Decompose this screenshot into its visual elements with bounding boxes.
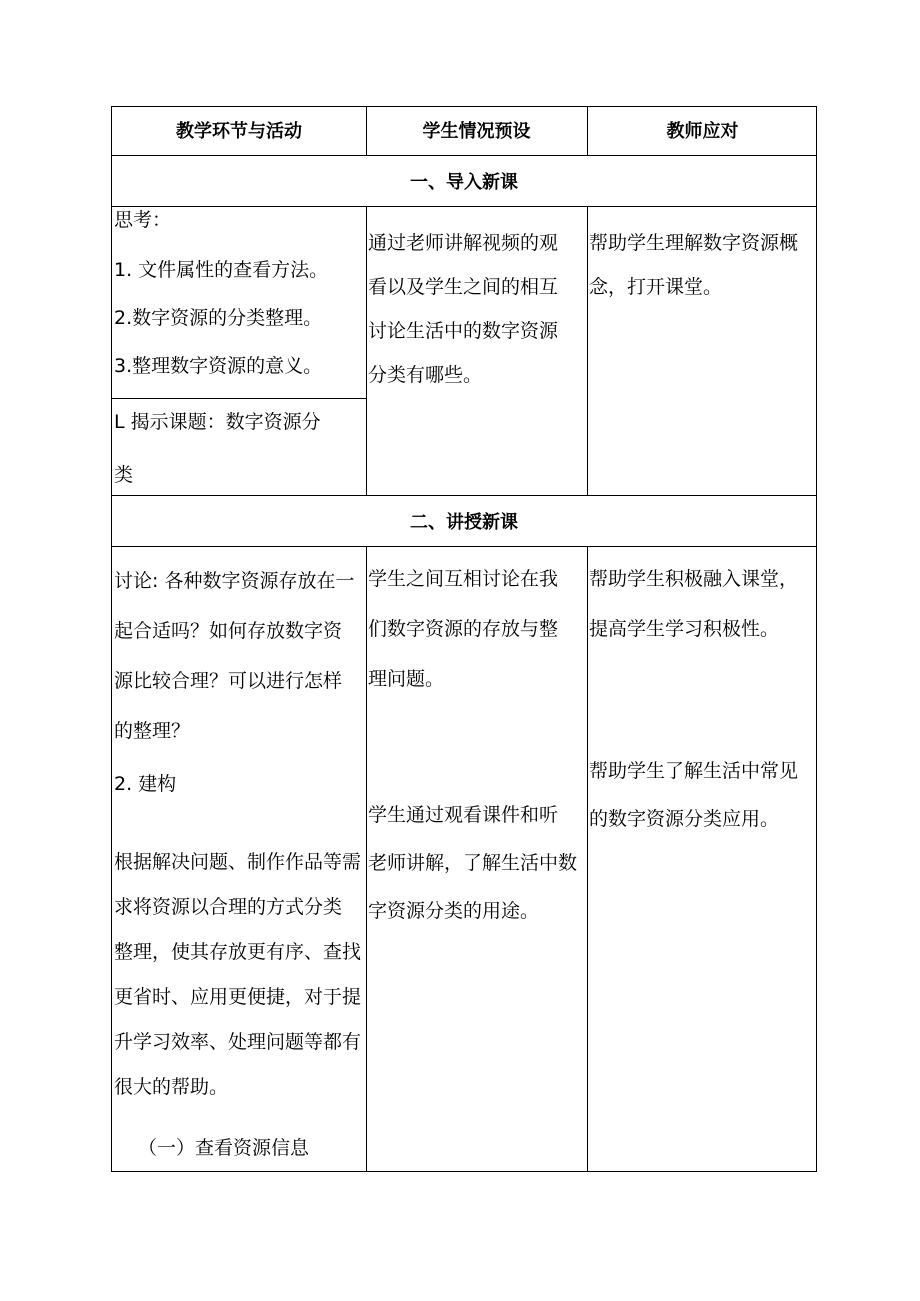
text-line: 看以及学生之间的相互 xyxy=(368,276,559,298)
think-item: 1. 文件属性的查看方法。 xyxy=(114,259,329,281)
row-divider xyxy=(112,495,816,496)
lesson-table xyxy=(111,106,817,1172)
teacher-engage xyxy=(589,567,818,667)
col-divider xyxy=(366,206,367,495)
header-teacher: 教师应对 xyxy=(666,121,739,142)
reveal-topic: 类 xyxy=(114,464,134,486)
text-line: 源比较合理？可以进行怎样 xyxy=(114,670,343,692)
text-line: 老师讲解，了解生活中数 xyxy=(368,852,578,874)
sub-heading: （一）查看资源信息 xyxy=(138,1137,310,1159)
text-line: 提高学生学习积极性。 xyxy=(589,618,780,640)
row-divider xyxy=(112,155,816,156)
section-title-intro: 一、导入新课 xyxy=(410,172,518,193)
build-heading: 2. 建构 xyxy=(114,773,177,795)
text-line: 帮助学生了解生活中常见 xyxy=(589,760,799,782)
discussion-text xyxy=(114,569,366,769)
row-divider xyxy=(112,206,816,207)
text-line: 的数字资源分类应用。 xyxy=(589,808,780,830)
text-line: 学生通过观看课件和听 xyxy=(368,804,559,826)
text-line: 很大的帮助。 xyxy=(114,1076,229,1098)
text-line: 念，打开课堂。 xyxy=(589,276,723,298)
explain-text xyxy=(114,850,366,1120)
think-item: 3.整理数字资源的意义。 xyxy=(114,355,323,377)
text-line: 学生之间互相讨论在我 xyxy=(368,568,559,590)
text-line: 讨论: 各种数字资源存放在一 xyxy=(114,570,355,592)
text-line: 通过老师讲解视频的观 xyxy=(368,232,559,254)
student-learn xyxy=(368,803,587,947)
text-line: 讨论生活中的数字资源 xyxy=(368,320,559,342)
text-line: 升学习效率、处理问题等都有 xyxy=(114,1031,362,1053)
text-line: 更省时、应用更便捷，对于提 xyxy=(114,986,362,1008)
header-activity: 教学环节与活动 xyxy=(176,121,302,142)
text-line: 们数字资源的存放与整 xyxy=(368,618,559,640)
section-title-teach: 二、讲授新课 xyxy=(410,512,518,533)
text-line: 帮助学生积极融入课堂， xyxy=(589,568,799,590)
teacher-intro xyxy=(589,231,818,319)
text-line: 字资源分类的用途。 xyxy=(368,900,540,922)
col-divider xyxy=(587,546,588,1172)
header-student: 学生情况预设 xyxy=(422,121,531,142)
text-line: 理问题。 xyxy=(368,668,445,690)
text-line: 的整理？ xyxy=(114,720,191,742)
reveal-topic: L 揭示课题：数字资源分 xyxy=(114,411,321,433)
text-line: 根据解决问题、制作作品等需 xyxy=(114,851,362,873)
student-intro xyxy=(368,231,587,407)
col-divider xyxy=(587,206,588,495)
student-discuss xyxy=(368,567,587,717)
col-divider xyxy=(366,546,367,1172)
row-divider xyxy=(112,546,816,547)
text-line: 求将资源以合理的方式分类 xyxy=(114,896,343,918)
text-line: 分类有哪些。 xyxy=(368,364,483,386)
cell-divider xyxy=(112,398,366,399)
text-line: 起合适吗？如何存放数字资 xyxy=(114,620,343,642)
text-line: 整理，使其存放更有序、查找 xyxy=(114,941,362,963)
think-label: 思考： xyxy=(114,209,172,231)
teacher-apply xyxy=(589,759,818,855)
text-line: 帮助学生理解数字资源概 xyxy=(589,232,799,254)
think-item: 2.数字资源的分类整理。 xyxy=(114,307,323,329)
